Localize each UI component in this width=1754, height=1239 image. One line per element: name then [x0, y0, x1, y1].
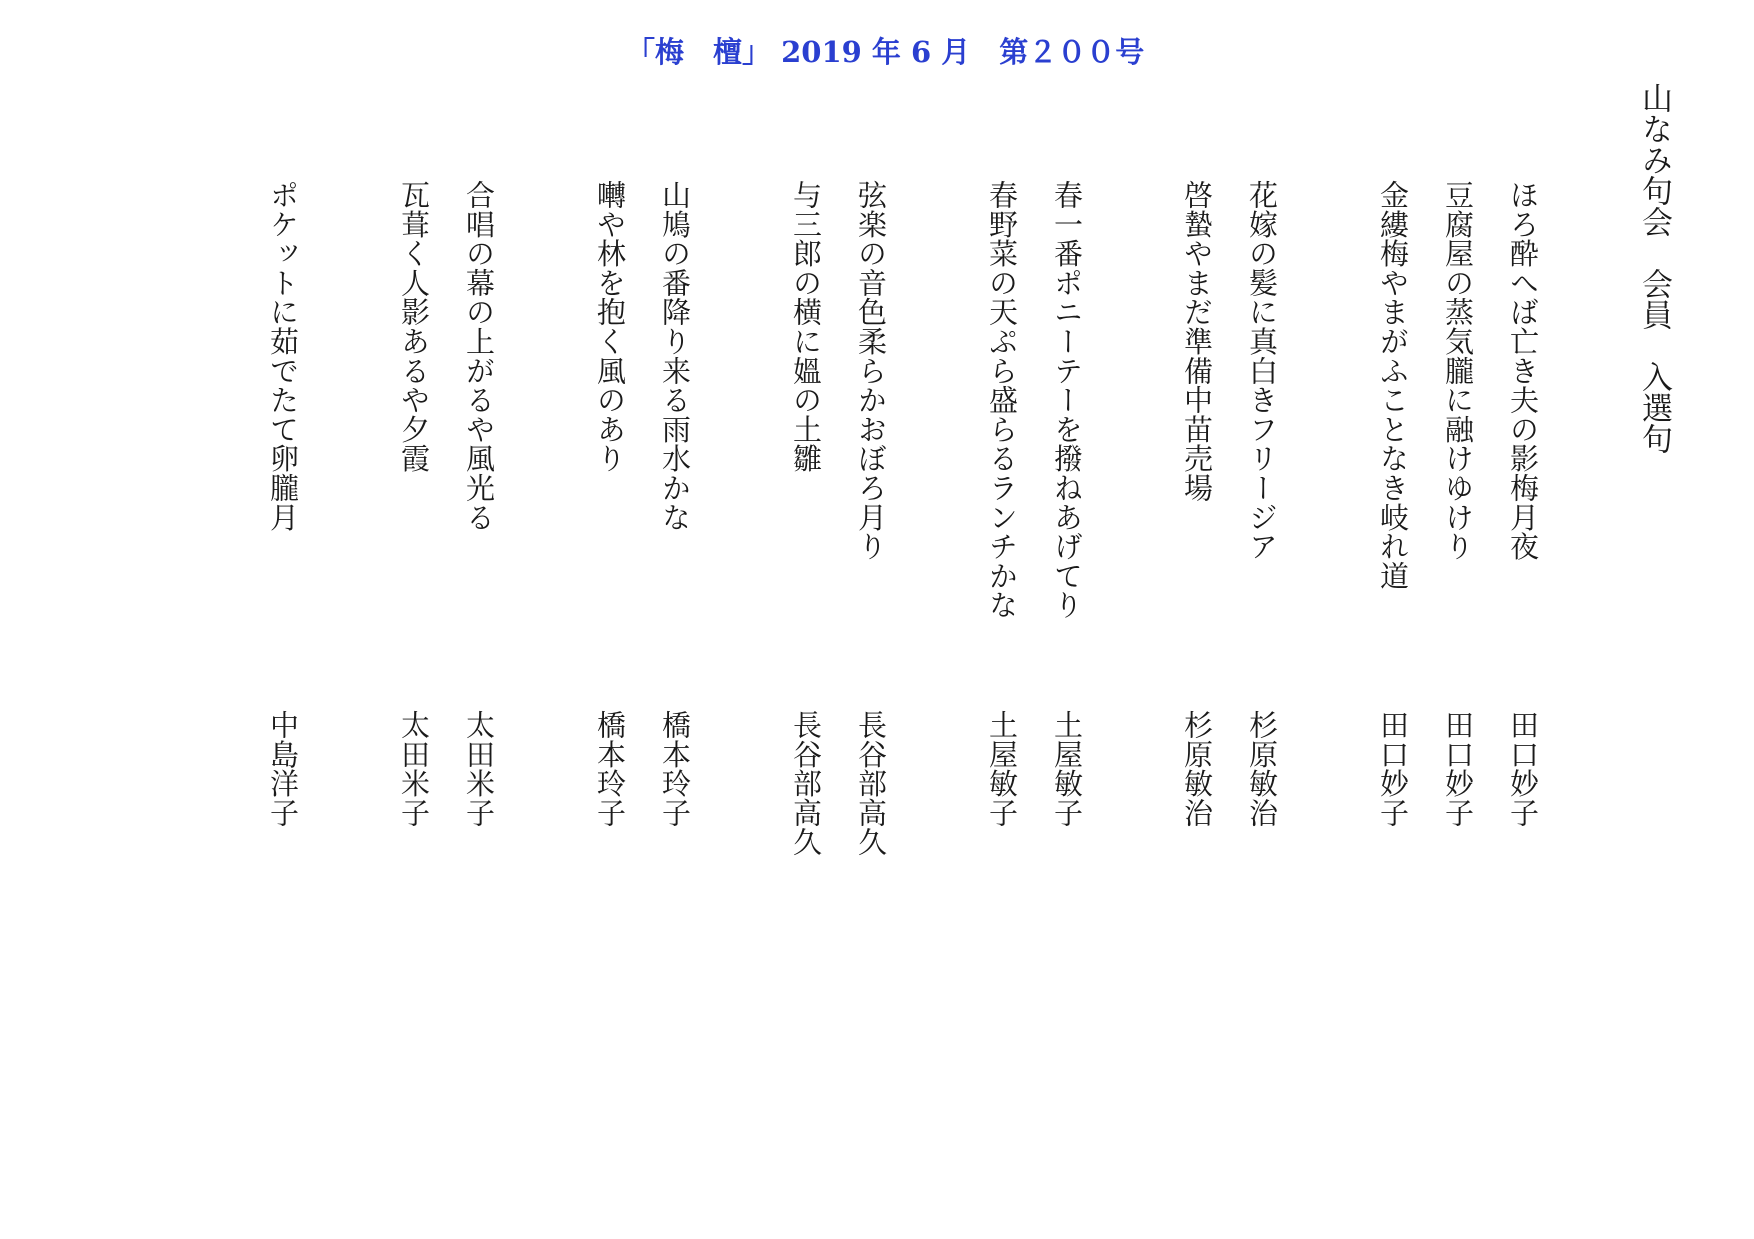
- haiku-author: 杉原敏治: [1180, 710, 1214, 828]
- haiku-text: ほろ酔へば亡き夫の影梅月夜: [1506, 180, 1540, 561]
- haiku-text: 合唱の幕の上がるや風光る: [462, 180, 496, 532]
- haiku-author: 長谷部高久: [789, 710, 823, 857]
- newsletter-header: 「梅 檀」 2019 年 6 月 第２００号: [626, 35, 1145, 69]
- haiku-author: 田口妙子: [1376, 710, 1410, 828]
- haiku-text: ポケットに茹でたて卵朧月: [266, 180, 300, 532]
- page-title: 山なみ句会 会員 入選句: [1636, 82, 1672, 454]
- haiku-author: 田口妙子: [1441, 710, 1475, 828]
- haiku-author: 長谷部高久: [854, 710, 888, 857]
- haiku-text: 金縷梅やまがふことなき岐れ道: [1376, 180, 1410, 591]
- haiku-text: 啓蟄やまだ準備中苗売場: [1180, 180, 1214, 503]
- haiku-author: 橋本玲子: [593, 710, 627, 828]
- haiku-author: 田口妙子: [1506, 710, 1540, 828]
- haiku-author: 太田米子: [397, 710, 431, 828]
- haiku-text: 弦楽の音色柔らかおぼろ月り: [854, 180, 888, 561]
- haiku-text: 花嫁の髪に真白きフリージア: [1245, 180, 1279, 561]
- haiku-author: 土屋敏子: [1050, 710, 1084, 828]
- haiku-text: 囀や林を抱く風のあり: [593, 180, 627, 473]
- haiku-text: 春一番ポニーテーを撥ねあげてり: [1050, 180, 1084, 620]
- haiku-text: 春野菜の天ぷら盛らるランチかな: [985, 180, 1019, 620]
- haiku-text: 与三郎の横に媼の土雛: [789, 180, 823, 473]
- haiku-text: 山鳩の番降り来る雨水かな: [658, 180, 692, 532]
- haiku-author: 太田米子: [462, 710, 496, 828]
- haiku-author: 杉原敏治: [1245, 710, 1279, 828]
- haiku-author: 中島洋子: [266, 710, 300, 828]
- haiku-text: 瓦葺く人影あるや夕霞: [397, 180, 431, 473]
- haiku-text: 豆腐屋の蒸気朧に融けゆけり: [1441, 180, 1475, 561]
- haiku-author: 土屋敏子: [985, 710, 1019, 828]
- haiku-author: 橋本玲子: [658, 710, 692, 828]
